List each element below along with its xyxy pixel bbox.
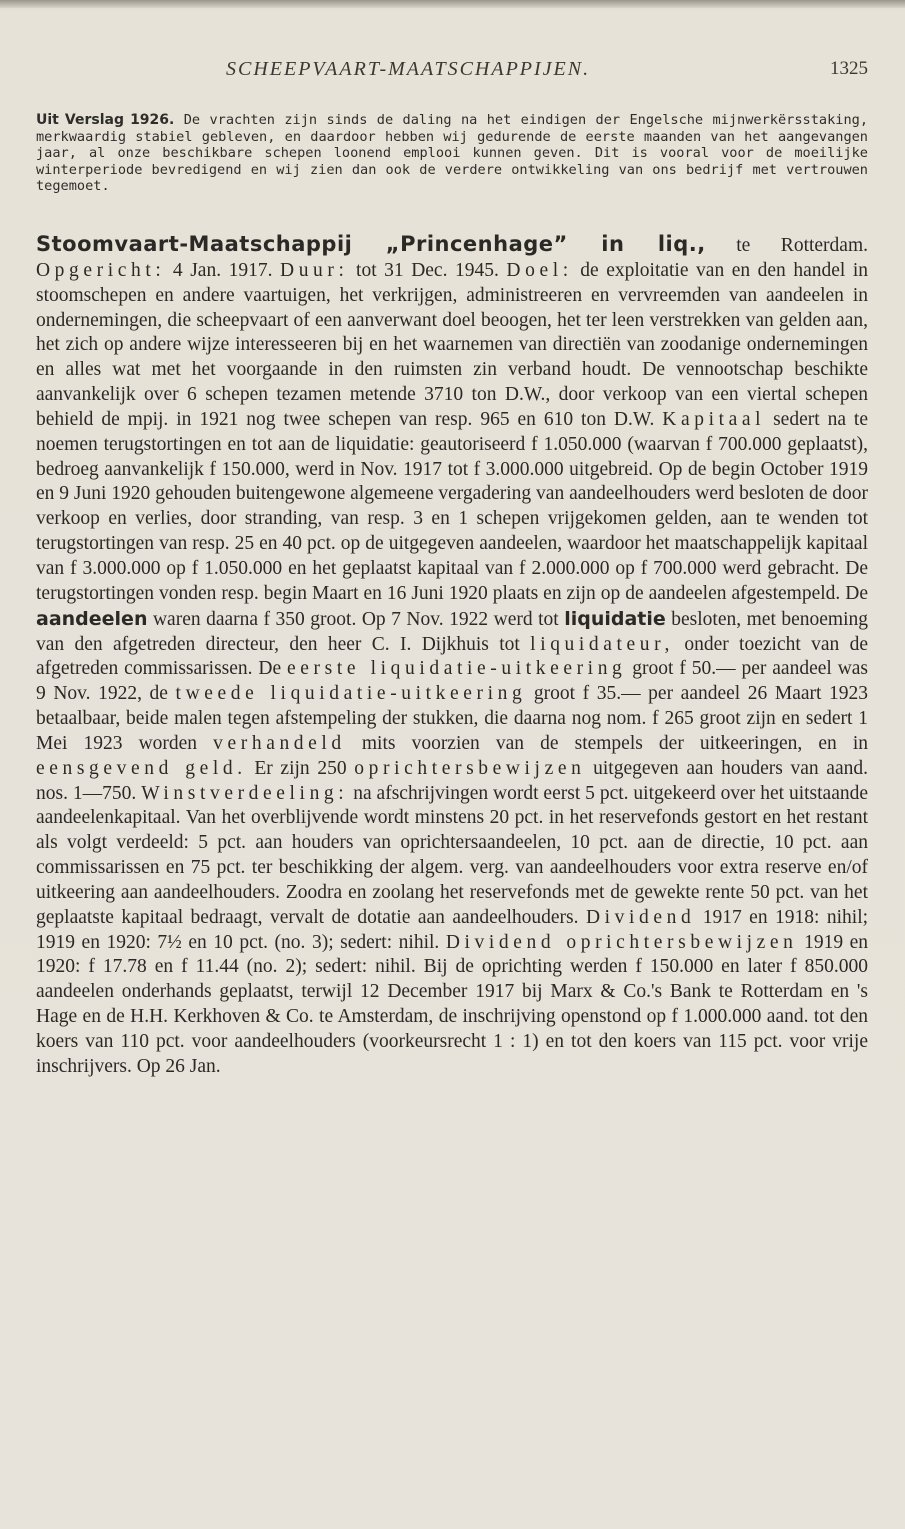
- entry-text: 1917 en 1918: nihil; 1919 en 1920: 7½ en 10 pct. (no. 3); sedert: nihil.: [36, 906, 869, 953]
- entry-text: sedert na te noemen terugstortingen en tot aan de liquidatie: geautoriseerd f 1.050.000 (waarvan f 700.000 geplaatst), bedroeg aanvankelijk f 150.000, werd in Nov. 1917 tot f 3.000.000 uitgebreid. Op de begin October 1919 en 9 Juni 1920 gehouden buitengewone algemeene vergadering van aandeelhouders werd besloten de door verkoop en verlies, door stranding, van resp. 3 en 1 schepen vrijgekomen gelden, aan te wenden tot terugstortingen van resp. 25 en 40 pct. op de uitgegeven aandeelen, waardoor het maatschappelijk kapitaal van f 3.000.000 op f 1.050.000 en het geplaatst kapitaal van f 2.000.000 op f 700.000 werd gebracht. De terugstortingen vonden resp. begin Maart en 16 Juni 1920 plaats en zijn op de aandeelen afgestempeld. De: [36, 408, 869, 604]
- keyword-doel: Doel:: [506, 259, 573, 281]
- entry-text: onder toezicht van de afgetreden commissarissen. De: [36, 633, 869, 680]
- keyword-dividend-oprichters: Dividend oprichtersbewijzen: [445, 931, 798, 953]
- entry-text: tot 31 Dec. 1945.: [356, 259, 499, 281]
- entry-text: 4 Jan. 1917.: [172, 259, 273, 281]
- keyword-kapitaal: Kapitaal: [662, 408, 766, 430]
- keyword-dividend: Dividend: [585, 906, 696, 928]
- entry-text: te Rotterdam.: [736, 235, 868, 256]
- running-title: SCHEEPVAART-MAATSCHAPPIJEN.: [226, 58, 591, 80]
- company-entry: [36, 232, 868, 1080]
- keyword-aandeelen: aandeelen: [36, 607, 148, 630]
- keyword-winstverdeeling: Winstverdeeling:: [141, 782, 349, 804]
- entry-text: Er zijn 250: [254, 757, 347, 779]
- entry-text: besloten, met benoeming van den afgetreden directeur, den heer C. I. Dijkhuis tot: [36, 608, 869, 655]
- page-number: 1325: [830, 58, 868, 79]
- entry-text: groot f 50.— per aandeel was 9 Nov. 1922, de: [36, 658, 869, 705]
- report-text: De vrachten zijn sinds de daling na het eindigen der Engelsche mijnwerkërsstaking, merkwaardig stabiel gebleven, en daardoor hebben wij gedurende de eerste maanden van het aangevangen jaar, al onze beschikbare schepen loonend emplooi kunnen geven. Dit is vooral voor de moeilijke winterperiode bevredigend en wij zien dan ook de verdere ontwikkeling van ons bedrijf met vertrouwen tegemoet.: [36, 112, 868, 195]
- keyword-verhandeld: verhandeld: [213, 732, 346, 754]
- entry-text: uitgegeven aan houders van aand. nos. 1—750.: [36, 757, 868, 804]
- report-label: Uit Verslag 1926.: [36, 112, 175, 128]
- report-excerpt: [36, 112, 868, 195]
- keyword-duur: Duur:: [280, 259, 349, 281]
- entry-text: mits voorzien van de stempels der uitkeeringen, en in: [361, 732, 868, 754]
- entry-text: de exploitatie van en den handel in stoomschepen en andere vaartuigen, het verkrijgen, administreeren en vervreemden van aandeelen in ondernemingen, die scheepvaart of een aanverwant doel beoogen, het ter leen verstrekken van gelden aan, het zich op andere wijze interesseeren bij en het waarnemen van directiën van zoodanige ondernemingen en alles wat met het voorgaande in den ruimsten zin verband houdt. De vennootschap beschikte aanvankelijk over 6 schepen tezamen metende 3710 ton D.W., door verkoop van een viertal schepen behield de mpij. in 1921 nog twee schepen van resp. 965 en 610 ton D.W.: [36, 259, 869, 430]
- running-header: [36, 58, 868, 88]
- company-name: Stoomvaart-Maatschappij „Princenhage” in liq.,: [36, 232, 706, 256]
- keyword-tweede-uitkeering: tweede liquidatie-uitkeering: [175, 683, 527, 705]
- entry-text: waren daarna f 350 groot. Op 7 Nov. 1922 werd tot: [152, 608, 559, 630]
- keyword-opgericht: Opgericht:: [36, 259, 166, 281]
- keyword-oprichtersbewijzen: oprichtersbewijzen: [354, 757, 586, 779]
- keyword-liquidatie: liquidatie: [564, 607, 666, 630]
- keyword-eerste-uitkeering: eerste liquidatie-uitkeering: [287, 658, 627, 680]
- entry-text: na afschrijvingen wordt eerst 5 pct. uitgekeerd over het uitstaande aandeelenkapitaal. Van het overblijvende wordt minstens 20 pct. in het reservefonds gestort en het restant als volgt verdeeld: 5 pct. aan houders van oprichtersaandeelen, 10 pct. aan de directie, 10 pct. aan commissarissen en 75 pct. ter beschikking der algem. verg. van aandeelhouders voor extra reserve en/of uitkeering aan aandeelhouders. Zoodra en zoolang het reservefonds met de gewekte rente 50 pct. van het geplaatste kapitaal bedraagt, vervalt de dotatie aan aandeelhouders.: [36, 782, 869, 928]
- keyword-eensgevend: eensgevend geld.: [36, 757, 247, 779]
- entry-text: groot f 35.— per aandeel 26 Maart 1923 betaalbaar, beide malen tegen afstempeling der stukken, die daarna nog nom. f 265 groot zijn en sedert 1 Mei 1923 worden: [36, 683, 868, 754]
- page-top-edge: [0, 0, 905, 8]
- keyword-liquidateur: liquidateur,: [530, 633, 674, 655]
- entry-text: 1919 en 1920: f 17.78 en f 11.44 (no. 2); sedert: nihil. Bij de oprichting werden f 150.000 en later f 850.000 aandeelen onderhands geplaatst, terwijl 12 December 1917 bij Marx & Co.'s Bank te Rotterdam en 's Hage en de H.H. Kerkhoven & Co. te Amsterdam, de inschrijving openstond op f 1.000.000 aand. tot den koers van 110 pct. voor aandeelhouders (voorkeursrecht 1 : 1) en tot den koers van 115 pct. voor vrije inschrijvers. Op 26 Jan.: [36, 931, 869, 1077]
